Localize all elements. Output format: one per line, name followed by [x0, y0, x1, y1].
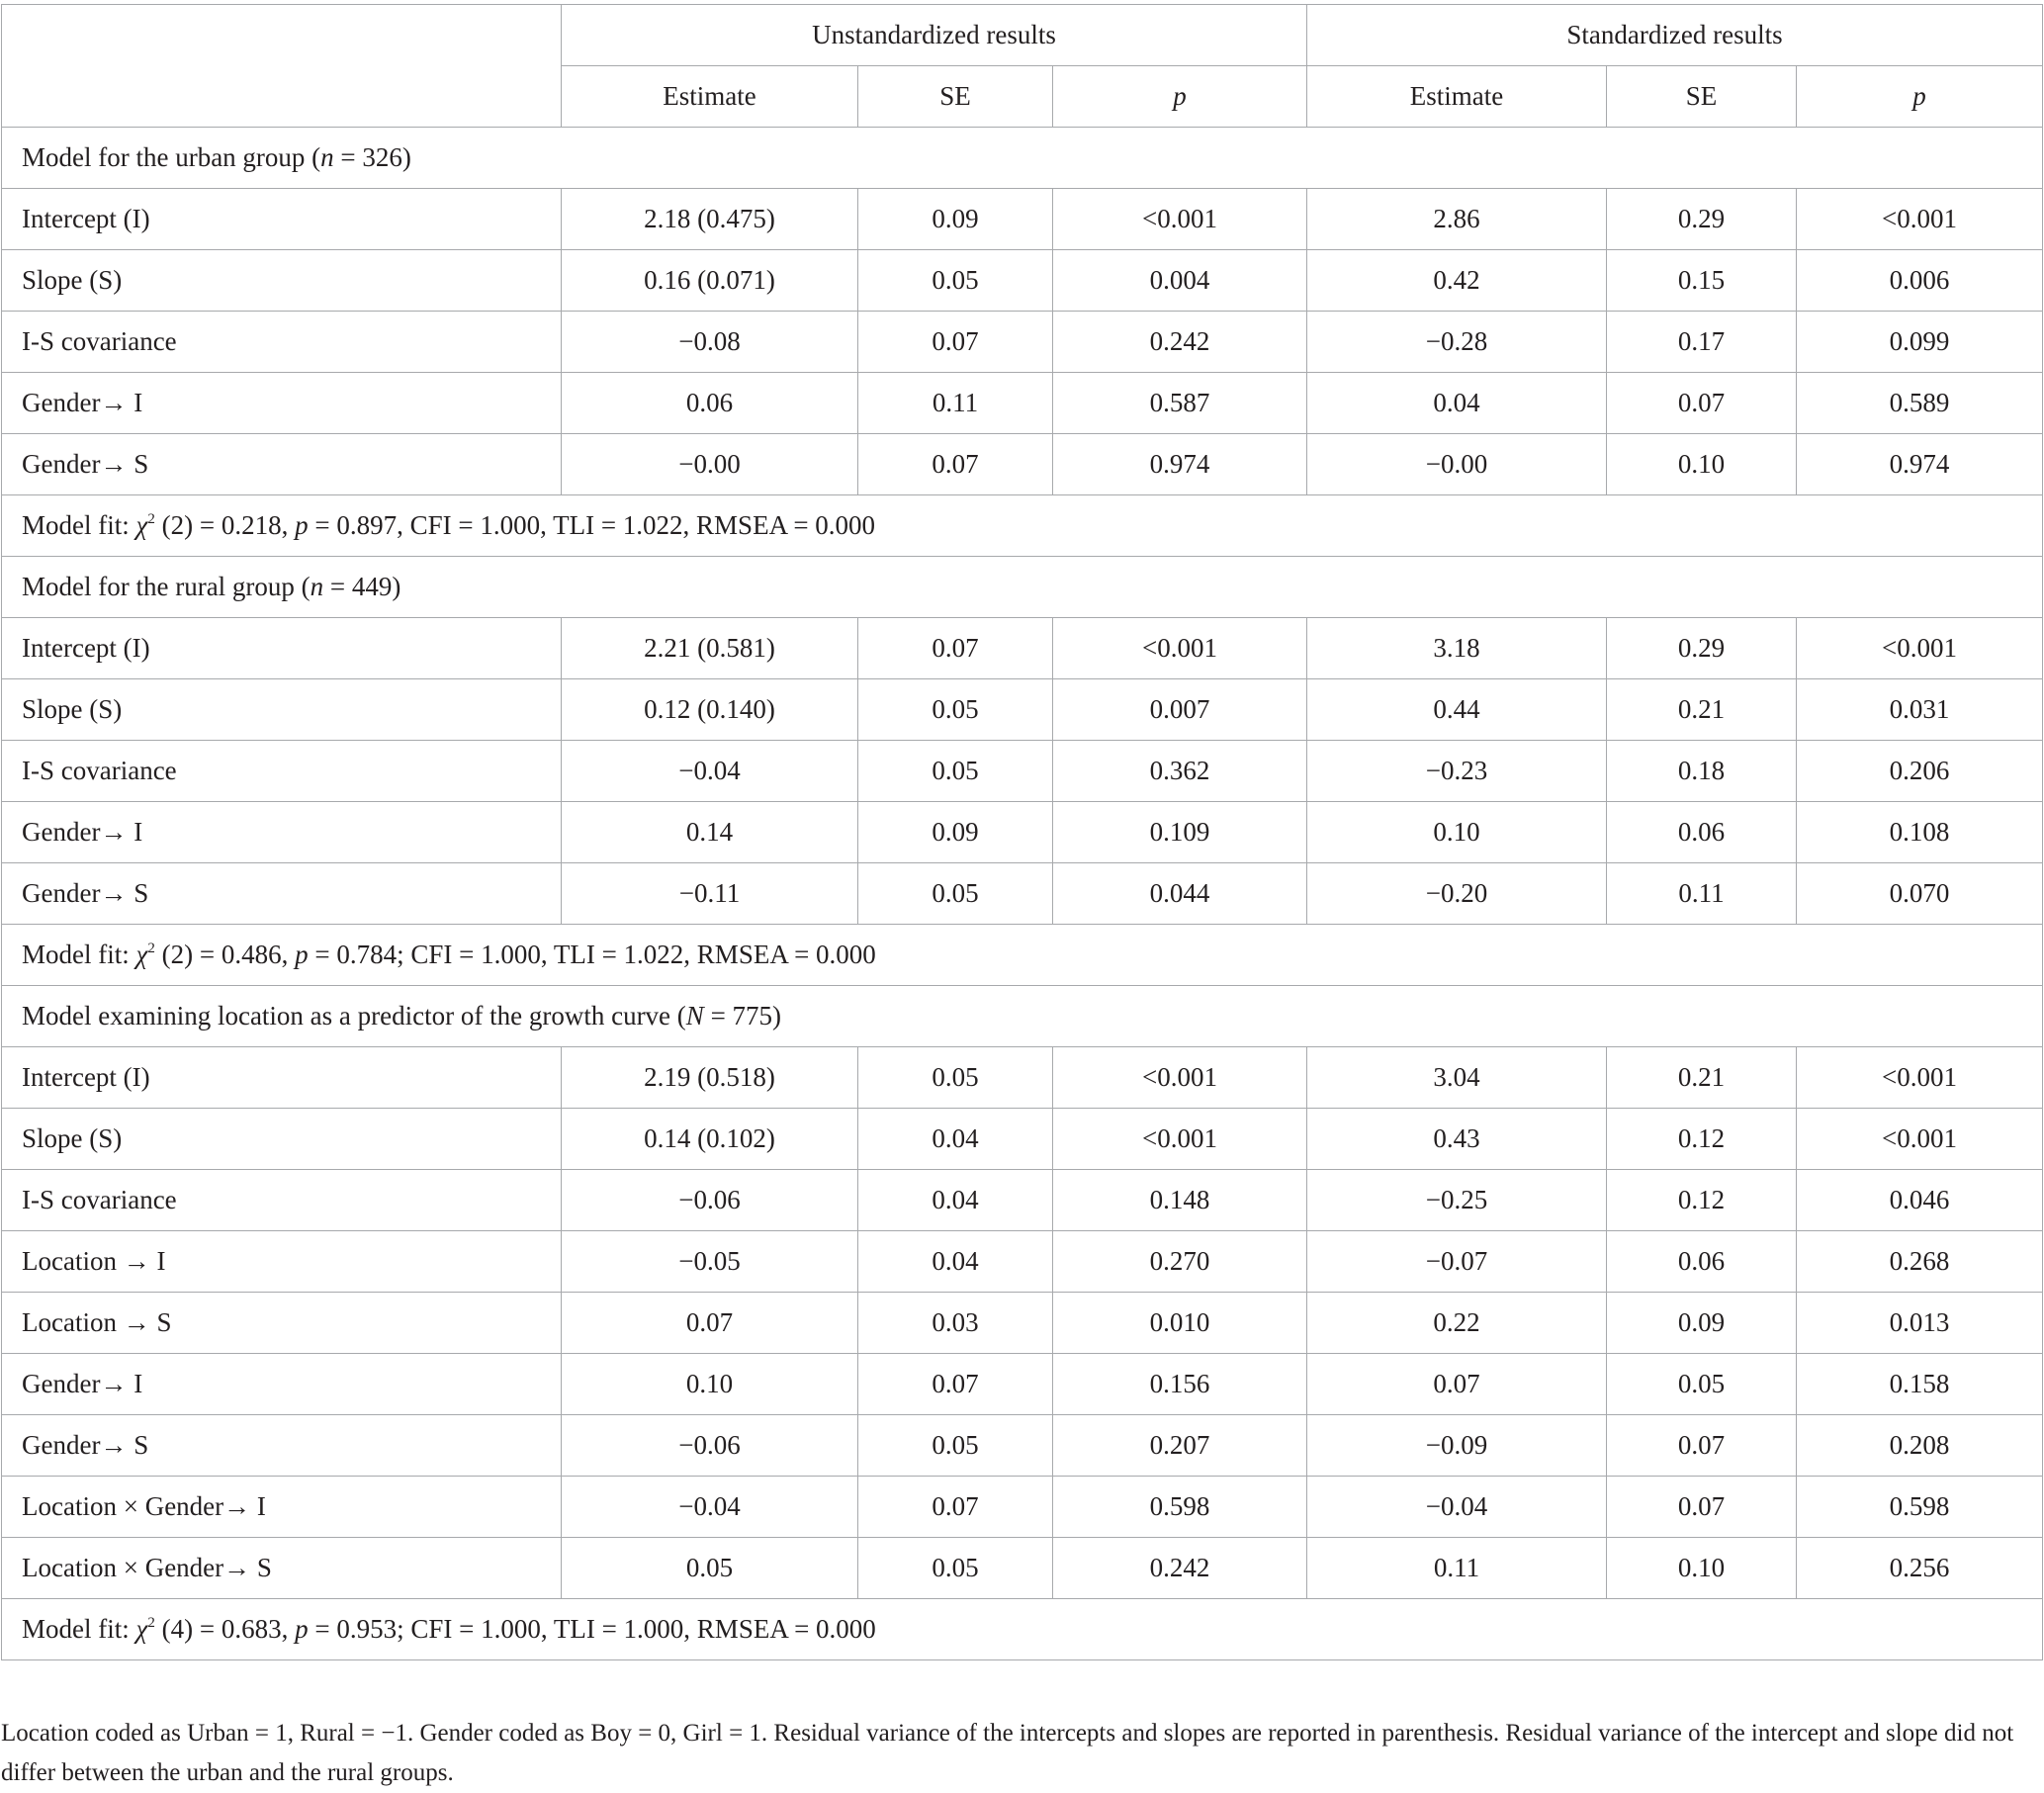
row-label: Slope (S) [2, 1109, 562, 1170]
table-cell: 0.43 [1307, 1109, 1607, 1170]
chi-symbol: χ [135, 1614, 148, 1644]
model-fit-values: = 0.897, CFI = 1.000, TLI = 1.022, RMSEA = 0.000 [308, 510, 876, 540]
model-fit-values: = 0.784; CFI = 1.000, TLI = 1.022, RMSEA = 0.000 [308, 940, 876, 969]
table-cell: −0.05 [562, 1231, 858, 1293]
chi-symbol: χ [135, 510, 148, 540]
table-cell: 2.19 (0.518) [562, 1047, 858, 1109]
table-cell: −0.08 [562, 312, 858, 373]
table-row [2, 1415, 2043, 1477]
table-cell: 0.10 [1307, 802, 1607, 863]
model-fit-df: (4) = 0.683, [154, 1614, 296, 1644]
table-cell: 0.07 [858, 618, 1053, 679]
section-title-text: Model for the rural group ( [22, 572, 311, 601]
table-cell: 0.156 [1053, 1354, 1307, 1415]
column-header: p [1053, 66, 1307, 128]
table-cell: 2.21 (0.581) [562, 618, 858, 679]
section-title [2, 986, 2043, 1047]
column-header: SE [1607, 66, 1797, 128]
table-cell: 0.148 [1053, 1170, 1307, 1231]
p-symbol: p [295, 510, 309, 540]
table-cell: 0.05 [858, 1538, 1053, 1599]
table-cell: 0.109 [1053, 802, 1307, 863]
section-n-symbol: n [310, 572, 324, 601]
table-cell: −0.04 [1307, 1477, 1607, 1538]
table-cell: 0.09 [858, 189, 1053, 250]
row-label: Intercept (I) [2, 618, 562, 679]
model-fit-row [2, 495, 2043, 557]
model-fit [2, 1599, 2043, 1660]
table-cell: 0.07 [858, 1477, 1053, 1538]
column-header: Estimate [562, 66, 858, 128]
table-cell: 0.974 [1053, 434, 1307, 495]
table-cell: 0.07 [1607, 1477, 1797, 1538]
row-label: Location × Gender→ S [2, 1538, 562, 1599]
table-cell: <0.001 [1797, 618, 2043, 679]
table-cell: 0.013 [1797, 1293, 2043, 1354]
table-row [2, 1293, 2043, 1354]
table-cell: <0.001 [1053, 618, 1307, 679]
table-cell: 0.070 [1797, 863, 2043, 925]
table-cell: −0.04 [562, 1477, 858, 1538]
table-cell: 0.07 [858, 1354, 1053, 1415]
table-cell: 0.598 [1797, 1477, 2043, 1538]
column-header: SE [858, 66, 1053, 128]
row-label: Gender→ I [2, 373, 562, 434]
model-fit-values: = 0.953; CFI = 1.000, TLI = 1.000, RMSEA = 0.000 [308, 1614, 876, 1644]
row-label: Intercept (I) [2, 189, 562, 250]
section-title-row [2, 986, 2043, 1047]
table-cell: 0.10 [1607, 434, 1797, 495]
row-label: Gender→ I [2, 1354, 562, 1415]
table-cell: 0.12 [1607, 1109, 1797, 1170]
table-cell: 0.256 [1797, 1538, 2043, 1599]
table-cell: 0.242 [1053, 1538, 1307, 1599]
section-title-text: Model examining location as a predictor of the growth curve ( [22, 1001, 686, 1031]
table-cell: 0.206 [1797, 741, 2043, 802]
table-body [2, 128, 2043, 1660]
model-fit [2, 495, 2043, 557]
chi-symbol: χ [135, 940, 148, 969]
section-title-row [2, 557, 2043, 618]
p-symbol: p [295, 1614, 309, 1644]
corner-cell [2, 5, 562, 128]
model-fit-row [2, 1599, 2043, 1660]
table-footnote: Location coded as Urban = 1, Rural = −1. Gender coded as Boy = 0, Girl = 1. Residual variance of the intercepts and slopes are reported in parenthesis. Residual variance of the intercept and slope did not differ between the urban and the rural groups. [1, 1720, 2014, 1786]
row-label: Gender→ S [2, 863, 562, 925]
table-cell: 0.11 [1607, 863, 1797, 925]
table-cell: 0.010 [1053, 1293, 1307, 1354]
table-cell: 0.17 [1607, 312, 1797, 373]
column-header: Estimate [1307, 66, 1607, 128]
table-cell: 0.031 [1797, 679, 2043, 741]
table-cell: 0.07 [858, 434, 1053, 495]
table-cell: 0.05 [858, 863, 1053, 925]
table-cell: 0.006 [1797, 250, 2043, 312]
table-cell: −0.07 [1307, 1231, 1607, 1293]
row-label: Gender→ I [2, 802, 562, 863]
table-cell: 0.29 [1607, 618, 1797, 679]
table-cell: 0.07 [562, 1293, 858, 1354]
table-cell: −0.20 [1307, 863, 1607, 925]
table-cell: 0.12 [1607, 1170, 1797, 1231]
section-title [2, 128, 2043, 189]
table-cell: 0.208 [1797, 1415, 2043, 1477]
table-row [2, 1231, 2043, 1293]
row-label: I-S covariance [2, 741, 562, 802]
table-cell: 0.04 [858, 1109, 1053, 1170]
table-cell: 0.09 [858, 802, 1053, 863]
table-cell: <0.001 [1797, 189, 2043, 250]
table-cell: 0.04 [1307, 373, 1607, 434]
row-label: Slope (S) [2, 250, 562, 312]
table-cell: 0.046 [1797, 1170, 2043, 1231]
table-cell: 0.05 [1607, 1354, 1797, 1415]
table-cell: −0.06 [562, 1170, 858, 1231]
chi-superscript: 2 [147, 511, 155, 527]
table-cell: 0.974 [1797, 434, 2043, 495]
table-cell: 0.16 (0.071) [562, 250, 858, 312]
section-n-symbol: n [320, 142, 334, 172]
table-row [2, 434, 2043, 495]
table-cell: 0.05 [858, 250, 1053, 312]
table-cell: 0.268 [1797, 1231, 2043, 1293]
section-n-value: = 326) [333, 142, 411, 172]
table-cell: 0.06 [1607, 1231, 1797, 1293]
table-cell: 0.270 [1053, 1231, 1307, 1293]
table-cell: 0.42 [1307, 250, 1607, 312]
section-n-value: = 449) [323, 572, 401, 601]
table-cell: 0.05 [858, 741, 1053, 802]
table-cell: 0.05 [858, 1415, 1053, 1477]
table-cell: 0.07 [1607, 1415, 1797, 1477]
group-header-standardized: Standardized results [1307, 5, 2043, 66]
table-cell: 0.207 [1053, 1415, 1307, 1477]
table-row [2, 741, 2043, 802]
table-cell: 0.06 [562, 373, 858, 434]
model-fit-label: Model fit: [22, 940, 136, 969]
section-title-row [2, 128, 2043, 189]
row-label: Gender→ S [2, 434, 562, 495]
table-cell: 0.04 [858, 1231, 1053, 1293]
table-cell: −0.09 [1307, 1415, 1607, 1477]
table-cell: 0.29 [1607, 189, 1797, 250]
table-cell: −0.25 [1307, 1170, 1607, 1231]
row-label: I-S covariance [2, 1170, 562, 1231]
row-label: Gender→ S [2, 1415, 562, 1477]
table-row [2, 1538, 2043, 1599]
table-cell: 0.05 [562, 1538, 858, 1599]
table-cell: 0.11 [858, 373, 1053, 434]
table-cell: 0.587 [1053, 373, 1307, 434]
p-symbol: p [295, 940, 309, 969]
table-cell: 0.06 [1607, 802, 1797, 863]
table-cell: −0.11 [562, 863, 858, 925]
group-header-unstandardized: Unstandardized results [562, 5, 1307, 66]
table-row [2, 618, 2043, 679]
table-cell: −0.06 [562, 1415, 858, 1477]
table-cell: <0.001 [1797, 1047, 2043, 1109]
table-row [2, 1109, 2043, 1170]
table-cell: 0.004 [1053, 250, 1307, 312]
column-header: p [1797, 66, 2043, 128]
table-cell: 0.242 [1053, 312, 1307, 373]
chi-superscript: 2 [147, 1615, 155, 1631]
model-fit-df: (2) = 0.486, [154, 940, 296, 969]
table-row [2, 1477, 2043, 1538]
table-cell: −0.04 [562, 741, 858, 802]
table-cell: 0.21 [1607, 679, 1797, 741]
table-cell: 0.598 [1053, 1477, 1307, 1538]
table-cell: <0.001 [1797, 1109, 2043, 1170]
table-cell: 0.14 (0.102) [562, 1109, 858, 1170]
table-cell: 0.11 [1307, 1538, 1607, 1599]
table-cell: <0.001 [1053, 1109, 1307, 1170]
table-cell: 0.03 [858, 1293, 1053, 1354]
group-header-row [2, 5, 2043, 66]
table-cell: 0.18 [1607, 741, 1797, 802]
table-cell: 0.10 [1607, 1538, 1797, 1599]
table-cell: −0.28 [1307, 312, 1607, 373]
section-n-value: = 775) [703, 1001, 782, 1031]
table-cell: 0.108 [1797, 802, 2043, 863]
table-cell: 3.18 [1307, 618, 1607, 679]
table-cell: 0.09 [1607, 1293, 1797, 1354]
table-cell: 0.10 [562, 1354, 858, 1415]
table-cell: 0.44 [1307, 679, 1607, 741]
table-row [2, 679, 2043, 741]
table-cell: 0.589 [1797, 373, 2043, 434]
table-row [2, 802, 2043, 863]
table-row [2, 1354, 2043, 1415]
table-cell: 0.22 [1307, 1293, 1607, 1354]
table-row [2, 312, 2043, 373]
table-cell: 0.05 [858, 679, 1053, 741]
chi-superscript: 2 [147, 941, 155, 956]
table-cell: 0.07 [1307, 1354, 1607, 1415]
table-cell: <0.001 [1053, 1047, 1307, 1109]
table-cell: 0.15 [1607, 250, 1797, 312]
model-fit-label: Model fit: [22, 1614, 136, 1644]
model-fit-label: Model fit: [22, 510, 136, 540]
table-cell: 0.14 [562, 802, 858, 863]
table-cell: 0.07 [1607, 373, 1797, 434]
table-row [2, 1047, 2043, 1109]
table-cell: 0.07 [858, 312, 1053, 373]
section-title-text: Model for the urban group ( [22, 142, 321, 172]
table-cell: 0.007 [1053, 679, 1307, 741]
table-cell: <0.001 [1053, 189, 1307, 250]
table-cell: 0.362 [1053, 741, 1307, 802]
table-cell: −0.00 [1307, 434, 1607, 495]
row-label: I-S covariance [2, 312, 562, 373]
row-label: Location → S [2, 1293, 562, 1354]
section-title [2, 557, 2043, 618]
row-label: Location × Gender→ I [2, 1477, 562, 1538]
model-fit-df: (2) = 0.218, [154, 510, 296, 540]
table-cell: 0.044 [1053, 863, 1307, 925]
table-cell: 0.05 [858, 1047, 1053, 1109]
table-cell: 0.21 [1607, 1047, 1797, 1109]
table-row [2, 373, 2043, 434]
table-cell: 2.18 (0.475) [562, 189, 858, 250]
table-row [2, 250, 2043, 312]
model-fit-row [2, 925, 2043, 986]
table-cell: 0.099 [1797, 312, 2043, 373]
table-cell: 2.86 [1307, 189, 1607, 250]
table-cell: 3.04 [1307, 1047, 1607, 1109]
table-cell: 0.12 (0.140) [562, 679, 858, 741]
results-table [1, 4, 2043, 1660]
table-row [2, 863, 2043, 925]
table-cell: −0.23 [1307, 741, 1607, 802]
table-cell: −0.00 [562, 434, 858, 495]
row-label: Location → I [2, 1231, 562, 1293]
row-label: Intercept (I) [2, 1047, 562, 1109]
table-row [2, 189, 2043, 250]
model-fit [2, 925, 2043, 986]
section-n-symbol: N [685, 1001, 704, 1031]
table-cell: 0.04 [858, 1170, 1053, 1231]
row-label: Slope (S) [2, 679, 562, 741]
table-row [2, 1170, 2043, 1231]
table-cell: 0.158 [1797, 1354, 2043, 1415]
